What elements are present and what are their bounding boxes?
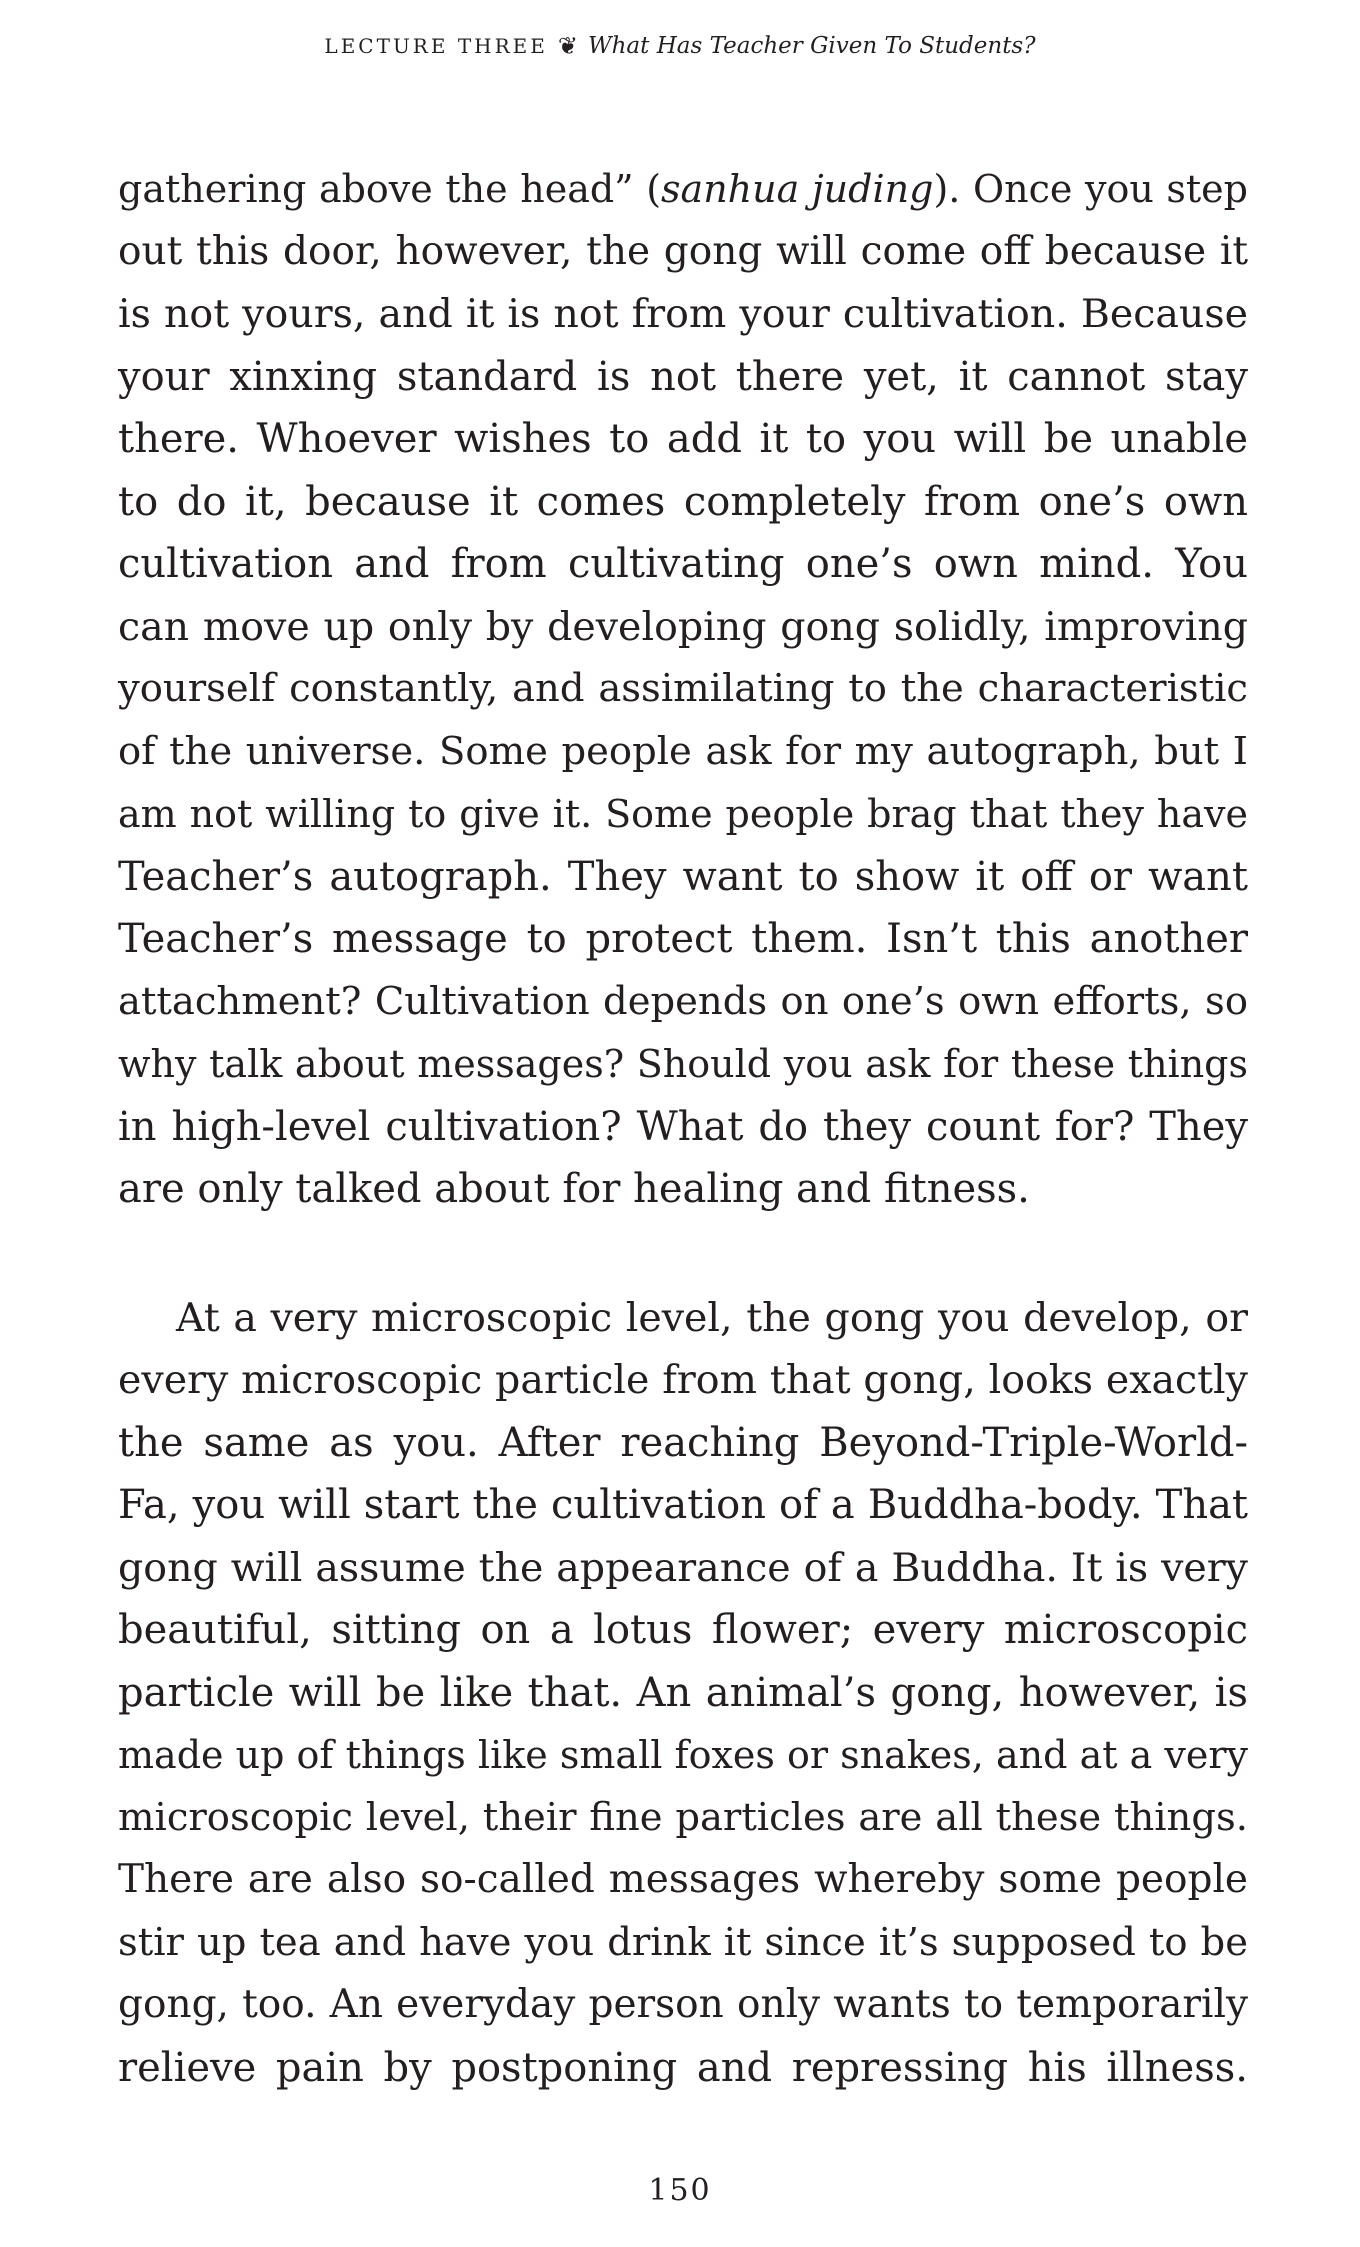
text-line: yourself constantly, and assimilating to the characteristic [118,666,1248,711]
text-line: every microscopic particle from that gong, looks exactly [118,1357,1248,1403]
text-line: to do it, because it comes completely from one’s own [118,478,1248,525]
text-line: why talk about messages? Should you ask for these things [118,1042,1248,1086]
chapter-title: What Has Teacher Given To Students? [587,33,1036,59]
paragraph-spacer [118,1221,1248,1287]
text-line: the same as you. After reaching Beyond-Triple-World- [118,1419,1248,1466]
text-line: out this door, however, the gong will come off because it [118,228,1248,274]
running-header [0,28,1360,64]
text-line: Fa, you will start the cultivation of a Buddha-body. That [118,1482,1248,1528]
text-line: is not yours, and it is not from your cultivation. Because [118,291,1248,337]
text-line: relieve pain by postponing and repressing his illness. [118,2044,1248,2091]
italic-term: sanhua juding [661,167,934,211]
text-line: attachment? Cultivation depends on one’s own efforts, so [118,978,1248,1024]
text-line: gathering above the head” (sanhua juding). Once you step [118,167,1248,211]
text-line: stir up tea and have you drink it since it’s supposed to be [118,1919,1248,1965]
text-line: particle will be like that. An animal’s gong, however, is [118,1669,1248,1716]
text-line: gong, too. An everyday person only wants to temporarily [118,1982,1248,2027]
lecture-label: LECTURE THREE [324,34,548,58]
text-line: in high-level cultivation? What do they count for? They [118,1103,1248,1150]
text-line: am not willing to give it. Some people brag that they have [118,792,1248,836]
paragraph-1 [118,158,1248,1221]
text-line: cultivation and from cultivating one’s own mind. You [118,541,1248,587]
text-line: of the universe. Some people ask for my autograph, but I [118,728,1248,774]
text-line: Teacher’s message to protect them. Isn’t this another [118,916,1248,962]
body-text [118,158,1248,2099]
text-line: there. Whoever wishes to add it to you will be unable [118,416,1248,462]
fleuron-icon: ❦ [557,32,578,60]
paragraph-2 [118,1287,1248,2100]
text-line: can move up only by developing gong solidly, improving [118,603,1248,650]
text-line: Teacher’s autograph. They want to show it off or want [118,853,1248,900]
page-number: 150 [648,2173,712,2208]
text-line: At a very microscopic level, the gong you develop, or [176,1294,1248,1341]
text-line: There are also so-called messages whereby some people [118,1857,1248,1902]
text-line: are only talked about for healing and fitness. [118,1166,1030,1212]
text-line: gong will assume the appearance of a Buddha. It is very [118,1544,1248,1591]
text-line: made up of things like small foxes or snakes, and at a very [118,1733,1248,1777]
text-line: beautiful, sitting on a lotus flower; every microscopic [118,1607,1248,1653]
text-line: microscopic level, their fine particles are all these things. [118,1794,1248,1840]
text-line: your xinxing standard is not there yet, it cannot stay [118,353,1248,400]
